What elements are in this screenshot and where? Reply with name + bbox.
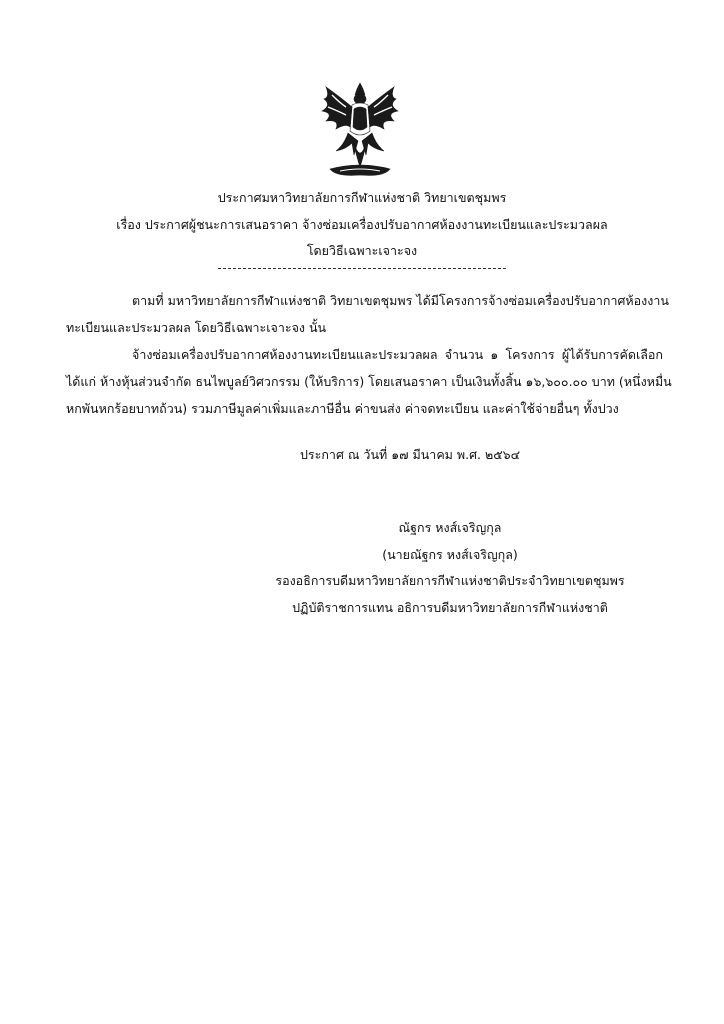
paragraph-2-line-3: หกพันหกร้อยบาทถ้วน) รวมภาษีมูลค่าเพิ่มและภาษีอื่น ค่าขนส่ง ค่าจดทะเบียน และค่าใช้จ่ายอื่นๆ ทั้งปวง: [66, 401, 619, 416]
announcement-title: ประกาศมหาวิทยาลัยการกีฬาแห่งชาติ วิทยาเขตชุมพร: [217, 190, 507, 205]
announcement-subject: เรื่อง ประกาศผู้ชนะการเสนอราคา จ้างซ่อมเครื่องปรับอากาศห้องงานทะเบียนและประมวลผล: [116, 217, 608, 232]
paragraph-2-line-2: ได้แก่ ห้างหุ้นส่วนจำกัด ธนไพบูลย์วิศวกรรม (ให้บริการ) โดยเสนอราคา เป็นเงินทั้งสิ้น ๑๖,๖๐๐.๐๐ บาท (หนึ่งหมื่น: [66, 374, 672, 389]
header-divider: [218, 268, 506, 269]
paragraph-1-line-1: ตามที่ มหาวิทยาลัยการกีฬาแห่งชาติ วิทยาเขตชุมพร ได้มีโครงการจ้างซ่อมเครื่องปรับอากาศห้องงาน: [132, 293, 669, 308]
announcement-date: ประกาศ ณ วันที่ ๑๗ มีนาคม พ.ศ. ๒๕๖๔: [300, 447, 521, 462]
procurement-method: โดยวิธีเฉพาะเจาะจง: [306, 243, 418, 258]
signatory-acting-position: ปฏิบัติราชการแทน อธิการบดีมหาวิทยาลัยการกีฬาแห่งชาติ: [292, 600, 608, 615]
paragraph-2-line-1: จ้างซ่อมเครื่องปรับอากาศห้องงานทะเบียนและประมวลผล จำนวน ๑ โครงการ ผู้ได้รับการคัดเลือก: [132, 347, 663, 362]
paragraph-1-line-2: ทะเบียนและประมวลผล โดยวิธีเฉพาะเจาะจง นั้น: [66, 320, 327, 335]
signature-name: ณัฐกร หงส์เจริญกุล: [398, 520, 502, 535]
garuda-emblem-icon: [310, 83, 410, 183]
signatory-position: รองอธิการบดีมหาวิทยาลัยการกีฬาแห่งชาติประจำวิทยาเขตชุมพร: [275, 573, 625, 588]
signatory-printed-name: (นายณัฐกร หงส์เจริญกุล): [382, 547, 518, 562]
